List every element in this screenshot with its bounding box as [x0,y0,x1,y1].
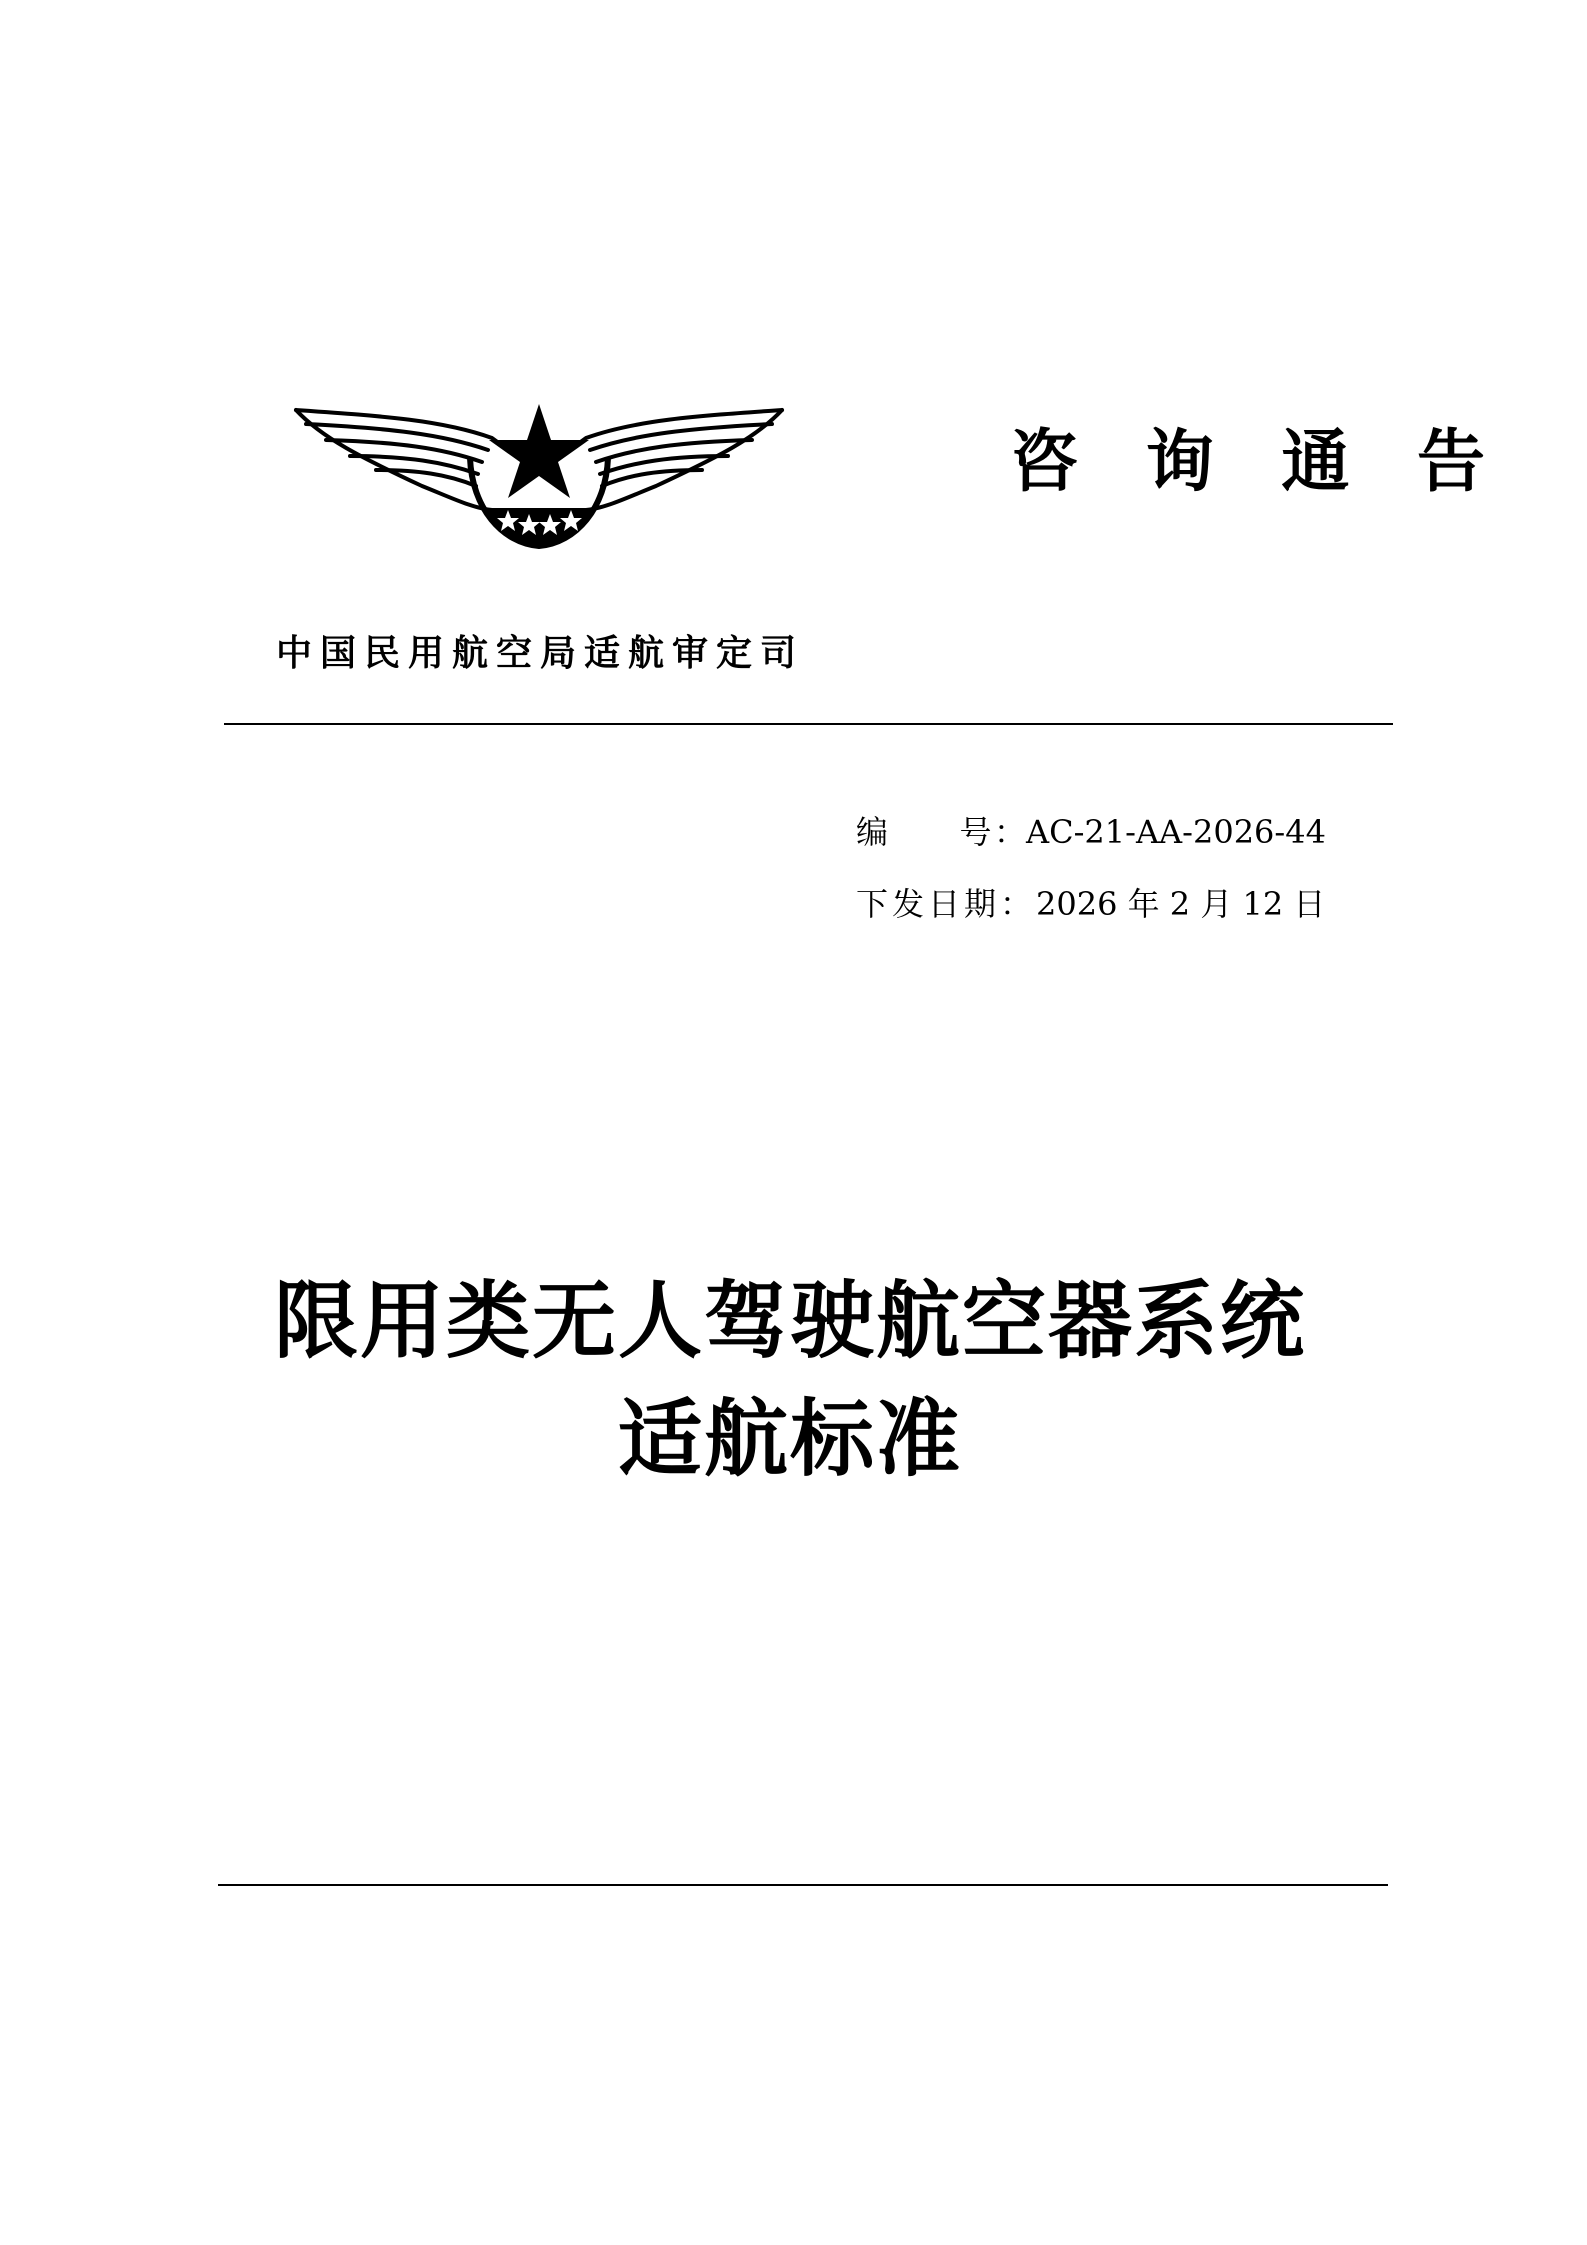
document-number-row [856,813,1326,851]
document-number-value: AC-21-AA-2026-44 [1026,813,1326,851]
document-title-line-1: 限用类无人驾驶航空器系统 [273,1271,1306,1370]
issue-date-row [856,885,1326,923]
document-number-label: 编 号： [856,813,1026,851]
caac-winged-star-emblem-icon [292,398,786,550]
document-title-line-2: 适航标准 [617,1389,962,1488]
issue-date-label: 下发日期： [856,885,1037,923]
document-title [200,1262,1380,1498]
document-type-heading: 咨 询 通 告 [1010,422,1508,502]
issuing-authority: 中国民用航空局适航审定司 [276,633,805,674]
header-divider [224,723,1393,725]
issue-date-value: 2026 年 2 月 12 日 [1036,885,1326,923]
footer-divider [218,1884,1388,1886]
